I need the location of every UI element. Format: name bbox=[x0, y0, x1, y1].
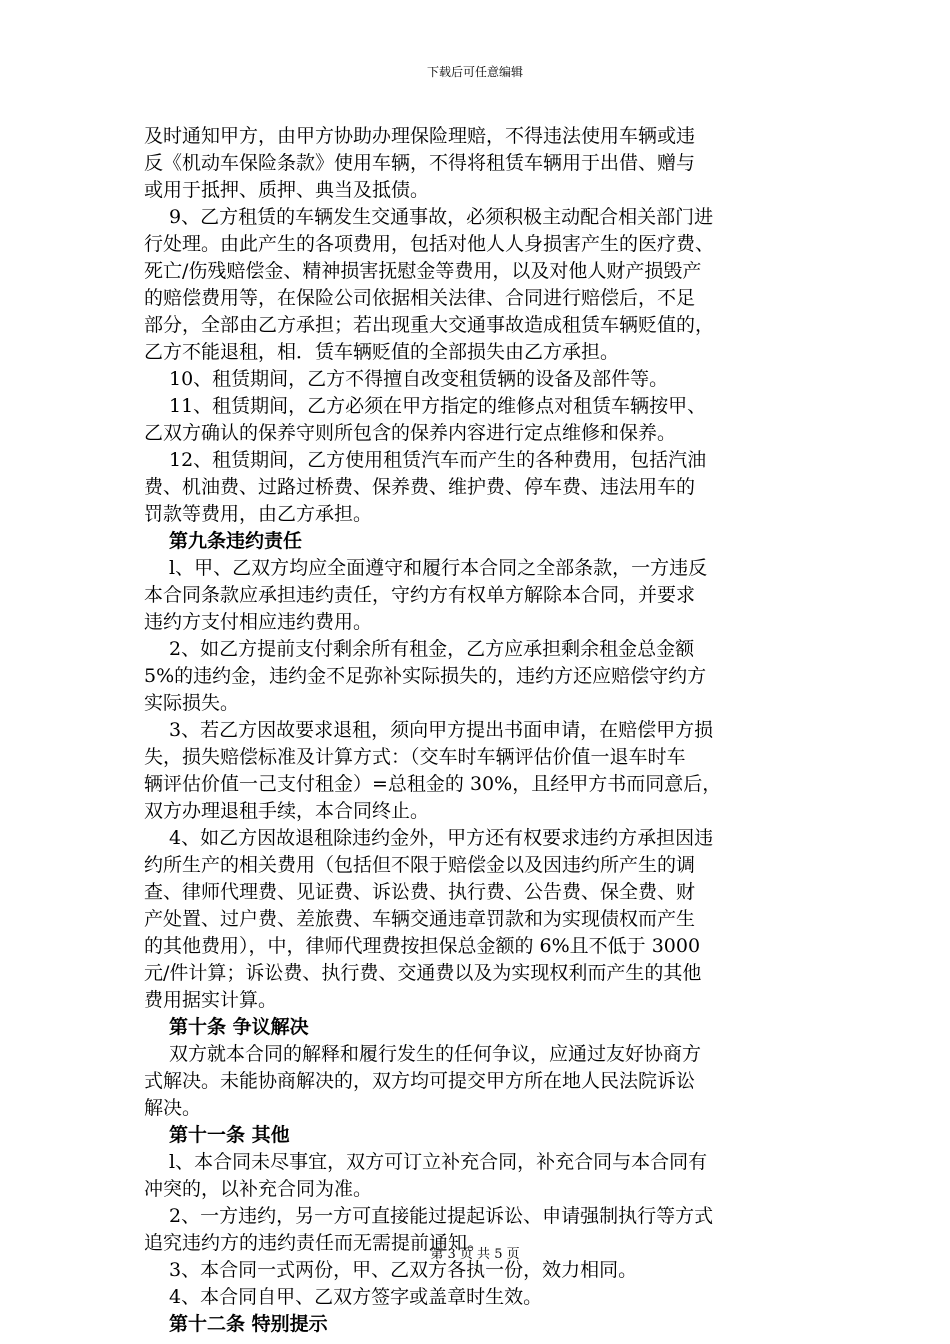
body-line: 及时通知甲方，由甲方协助办理保险理赔，不得违法使用车辆或违 bbox=[144, 125, 696, 147]
body-line: 费、机油费、过路过桥费、保养费、维护费、停车费、违法用车的 bbox=[144, 476, 696, 498]
body-line: 实际损失。 bbox=[144, 692, 240, 714]
body-line: 乙方不能退租，相．赁车辆贬值的全部损失由乙方承担。 bbox=[144, 341, 620, 363]
body-line: l、本合同未尽事宜，双方可订立补充合同，补充合同与本合同有 bbox=[169, 1151, 708, 1173]
body-line: 3、本合同一式两份，甲、乙双方各执一份，效力相同。 bbox=[169, 1259, 638, 1281]
body-line: 费用据实计算。 bbox=[144, 989, 278, 1011]
section-heading-12: 第十二条 特别提示 bbox=[169, 1313, 328, 1335]
body-line: 冲突的，以补充合同为准。 bbox=[144, 1178, 373, 1200]
body-line: 产处置、过户费、差旅费、车辆交通违章罚款和为实现债权而产生 bbox=[144, 908, 696, 930]
body-line: 的其他费用），中，律师代理费按担保总金额的 6%且不低于 3000 bbox=[144, 935, 701, 957]
body-line: 10、租赁期间，乙方不得擅自改变租赁辆的设备及部件等。 bbox=[169, 368, 669, 390]
body-line: 12、租赁期间，乙方使用租赁汽车而产生的各种费用，包括汽油 bbox=[169, 449, 707, 471]
body-line: 查、律师代理费、见证费、诉讼费、执行费、公告费、保全费、财 bbox=[144, 881, 696, 903]
section-heading-11: 第十一条 其他 bbox=[169, 1124, 290, 1146]
body-line: 解决。 bbox=[144, 1097, 202, 1119]
body-line: 乙双方确认的保养守则所包含的保养内容进行定点维修和保养。 bbox=[144, 422, 677, 444]
section-heading-10: 第十条 争议解决 bbox=[169, 1016, 309, 1038]
body-line: 4、如乙方因故退租除违约金外，甲方还有权要求违约方承担因违 bbox=[169, 827, 714, 849]
body-line: 双方办理退租手续，本合同终止。 bbox=[144, 800, 430, 822]
body-line: 失，损失赔偿标准及计算方式：（交车时车辆评估价值一退车时车 bbox=[144, 746, 686, 768]
body-line: 行处理。由此产生的各项费用，包括对他人人身损害产生的医疗费、 bbox=[144, 233, 715, 255]
body-line: 或用于抵押、质押、典当及抵债。 bbox=[144, 179, 430, 201]
body-line: 辆评估价值一己支付租金）=总租金的 30%，且经甲方书而同意后， bbox=[144, 773, 722, 795]
body-line: 反《机动车保险条款》使用车辆，不得将租赁车辆用于出借、赠与 bbox=[144, 152, 696, 174]
body-line: 的赔偿费用等，在保险公司依据相关法律、合同进行赔偿后，不足 bbox=[144, 287, 696, 309]
page-header: 下载后可任意编辑 bbox=[426, 65, 523, 79]
body-line: 9、乙方租赁的车辆发生交通事故，必须积极主动配合相关部门进 bbox=[169, 206, 714, 228]
body-line: 元/件计算；诉讼费、执行费、交通费以及为实现权利而产生的其他 bbox=[144, 962, 702, 984]
body-line: 本合同条款应承担违约责任，守约方有权单方解除本合同，并要求 bbox=[144, 584, 696, 606]
body-line: 违约方支付相应违约费用。 bbox=[144, 611, 373, 633]
body-line: 4、本合同自甲、乙双方签字或盖章时生效。 bbox=[169, 1286, 543, 1308]
body-line: 2、如乙方提前支付剩余所有租金，乙方应承担剩余租金总金额 bbox=[169, 638, 695, 660]
page-footer: 第 3 页 共 5 页 bbox=[430, 1247, 520, 1262]
section-heading-9: 第九条违约责任 bbox=[169, 530, 303, 552]
body-line: 部分，全部由乙方承担；若出现重大交通事故造成租赁车辆贬值的， bbox=[144, 314, 715, 336]
body-line: 双方就本合同的解释和履行发生的任何争议，应通过友好协商方 bbox=[169, 1043, 702, 1065]
document-body bbox=[144, 123, 814, 1338]
body-line: 11、租赁期间，乙方必须在甲方指定的维修点对租赁车辆按甲、 bbox=[169, 395, 707, 417]
body-line: 约所生产的相关费用（包括但不限于赔偿金以及因违约所产生的调 bbox=[144, 854, 696, 876]
body-line: l、甲、乙双方均应全面遵守和履行本合同之全部条款，一方违反 bbox=[169, 557, 708, 579]
body-line: 5%的违约金，违约金不足弥补实际损失的，违约方还应赔偿守约方 bbox=[144, 665, 707, 687]
body-line: 3、若乙方因故要求退租，须向甲方提出书面申请，在赔偿甲方损 bbox=[169, 719, 714, 741]
body-line: 追究违约方的违约责任而无需提前通知。 bbox=[144, 1232, 487, 1254]
body-line: 罚款等费用，由乙方承担。 bbox=[144, 503, 373, 525]
body-line: 2、一方违约，另一方可直接能过提起诉讼、申请强制执行等方式 bbox=[169, 1205, 714, 1227]
body-line: 式解决。未能协商解决的，双方均可提交甲方所在地人民法院诉讼 bbox=[144, 1070, 696, 1092]
body-line: 死亡/伤残赔偿金、精神损害抚慰金等费用，以及对他人财产损毁产 bbox=[144, 260, 702, 282]
